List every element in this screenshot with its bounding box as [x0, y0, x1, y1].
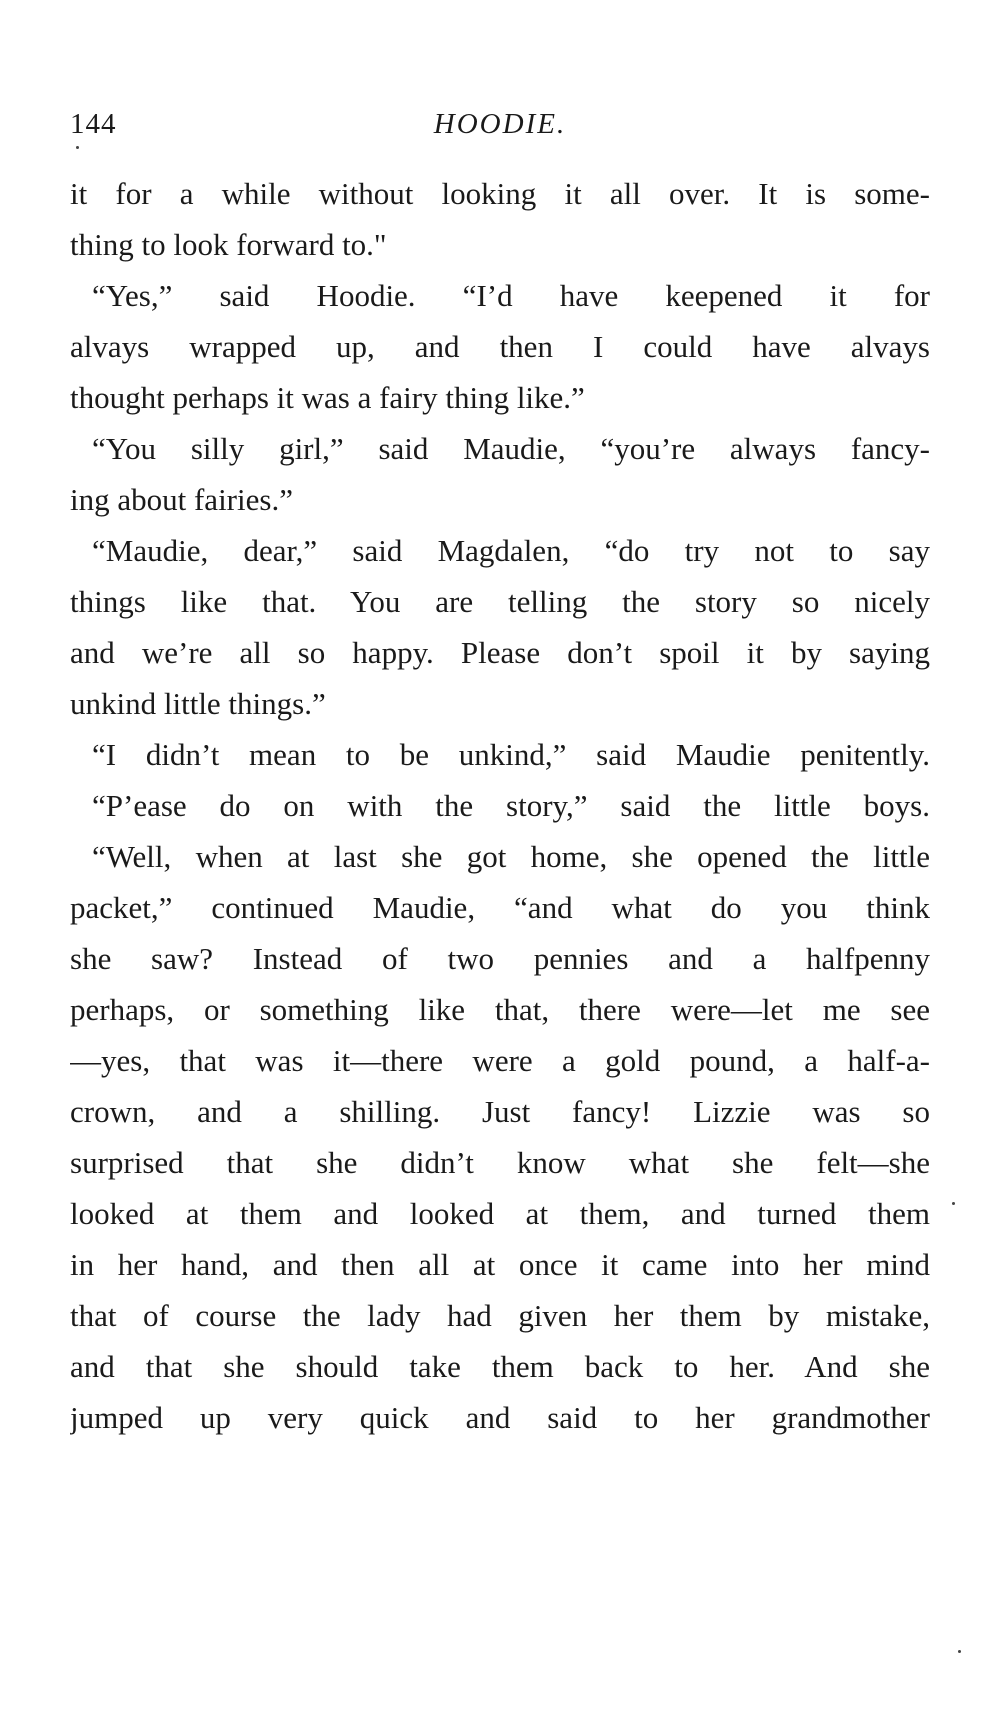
print-speck	[958, 1650, 961, 1653]
text-line: unkind little things.”	[70, 686, 326, 721]
text-line: she saw? Instead of two pennies and a halfpenny	[70, 941, 930, 976]
text-line: “Maudie, dear,” said Magdalen, “do try not to say	[92, 533, 930, 568]
page-header	[70, 108, 930, 148]
text-line: “Yes,” said Hoodie. “I’d have keepened it for	[92, 278, 930, 313]
body-text	[70, 168, 930, 1443]
text-line: thought perhaps it was a fairy thing like.”	[70, 380, 585, 415]
text-line: —yes, that was it—there were a gold pound, a half-a-	[70, 1043, 930, 1078]
text-line: in her hand, and then all at once it came into her mind	[70, 1247, 930, 1282]
text-line: “You silly girl,” said Maudie, “you’re always fancy-	[92, 431, 930, 466]
text-line: crown, and a shilling. Just fancy! Lizzie was so	[70, 1094, 930, 1129]
text-line: looked at them and looked at them, and turned them	[70, 1196, 930, 1231]
text-line: “Well, when at last she got home, she opened the little	[92, 839, 930, 874]
text-line: things like that. You are telling the story so nicely	[70, 584, 930, 619]
text-line: and that she should take them back to her. And she	[70, 1349, 930, 1384]
text-line: alvays wrapped up, and then I could have alvays	[70, 329, 930, 364]
text-line: surprised that she didn’t know what she felt—she	[70, 1145, 930, 1180]
running-title: HOODIE.	[433, 108, 567, 140]
print-speck	[76, 146, 79, 149]
text-line: jumped up very quick and said to her grandmother	[70, 1400, 930, 1435]
text-line: perhaps, or something like that, there were—let me see	[70, 992, 930, 1027]
print-speck	[952, 1202, 955, 1205]
text-line: packet,” continued Maudie, “and what do you think	[70, 890, 930, 925]
text-line: “I didn’t mean to be unkind,” said Maudie penitently.	[92, 737, 930, 772]
text-line: ing about fairies.”	[70, 482, 293, 517]
text-line: thing to look forward to."	[70, 227, 387, 262]
text-line: “P’ease do on with the story,” said the little boys.	[92, 788, 930, 823]
text-line: it for a while without looking it all over. It is some-	[70, 176, 930, 211]
text-line: that of course the lady had given her them by mistake,	[70, 1298, 930, 1333]
page-number: 144	[70, 108, 117, 140]
text-line: and we’re all so happy. Please don’t spoil it by saying	[70, 635, 930, 670]
